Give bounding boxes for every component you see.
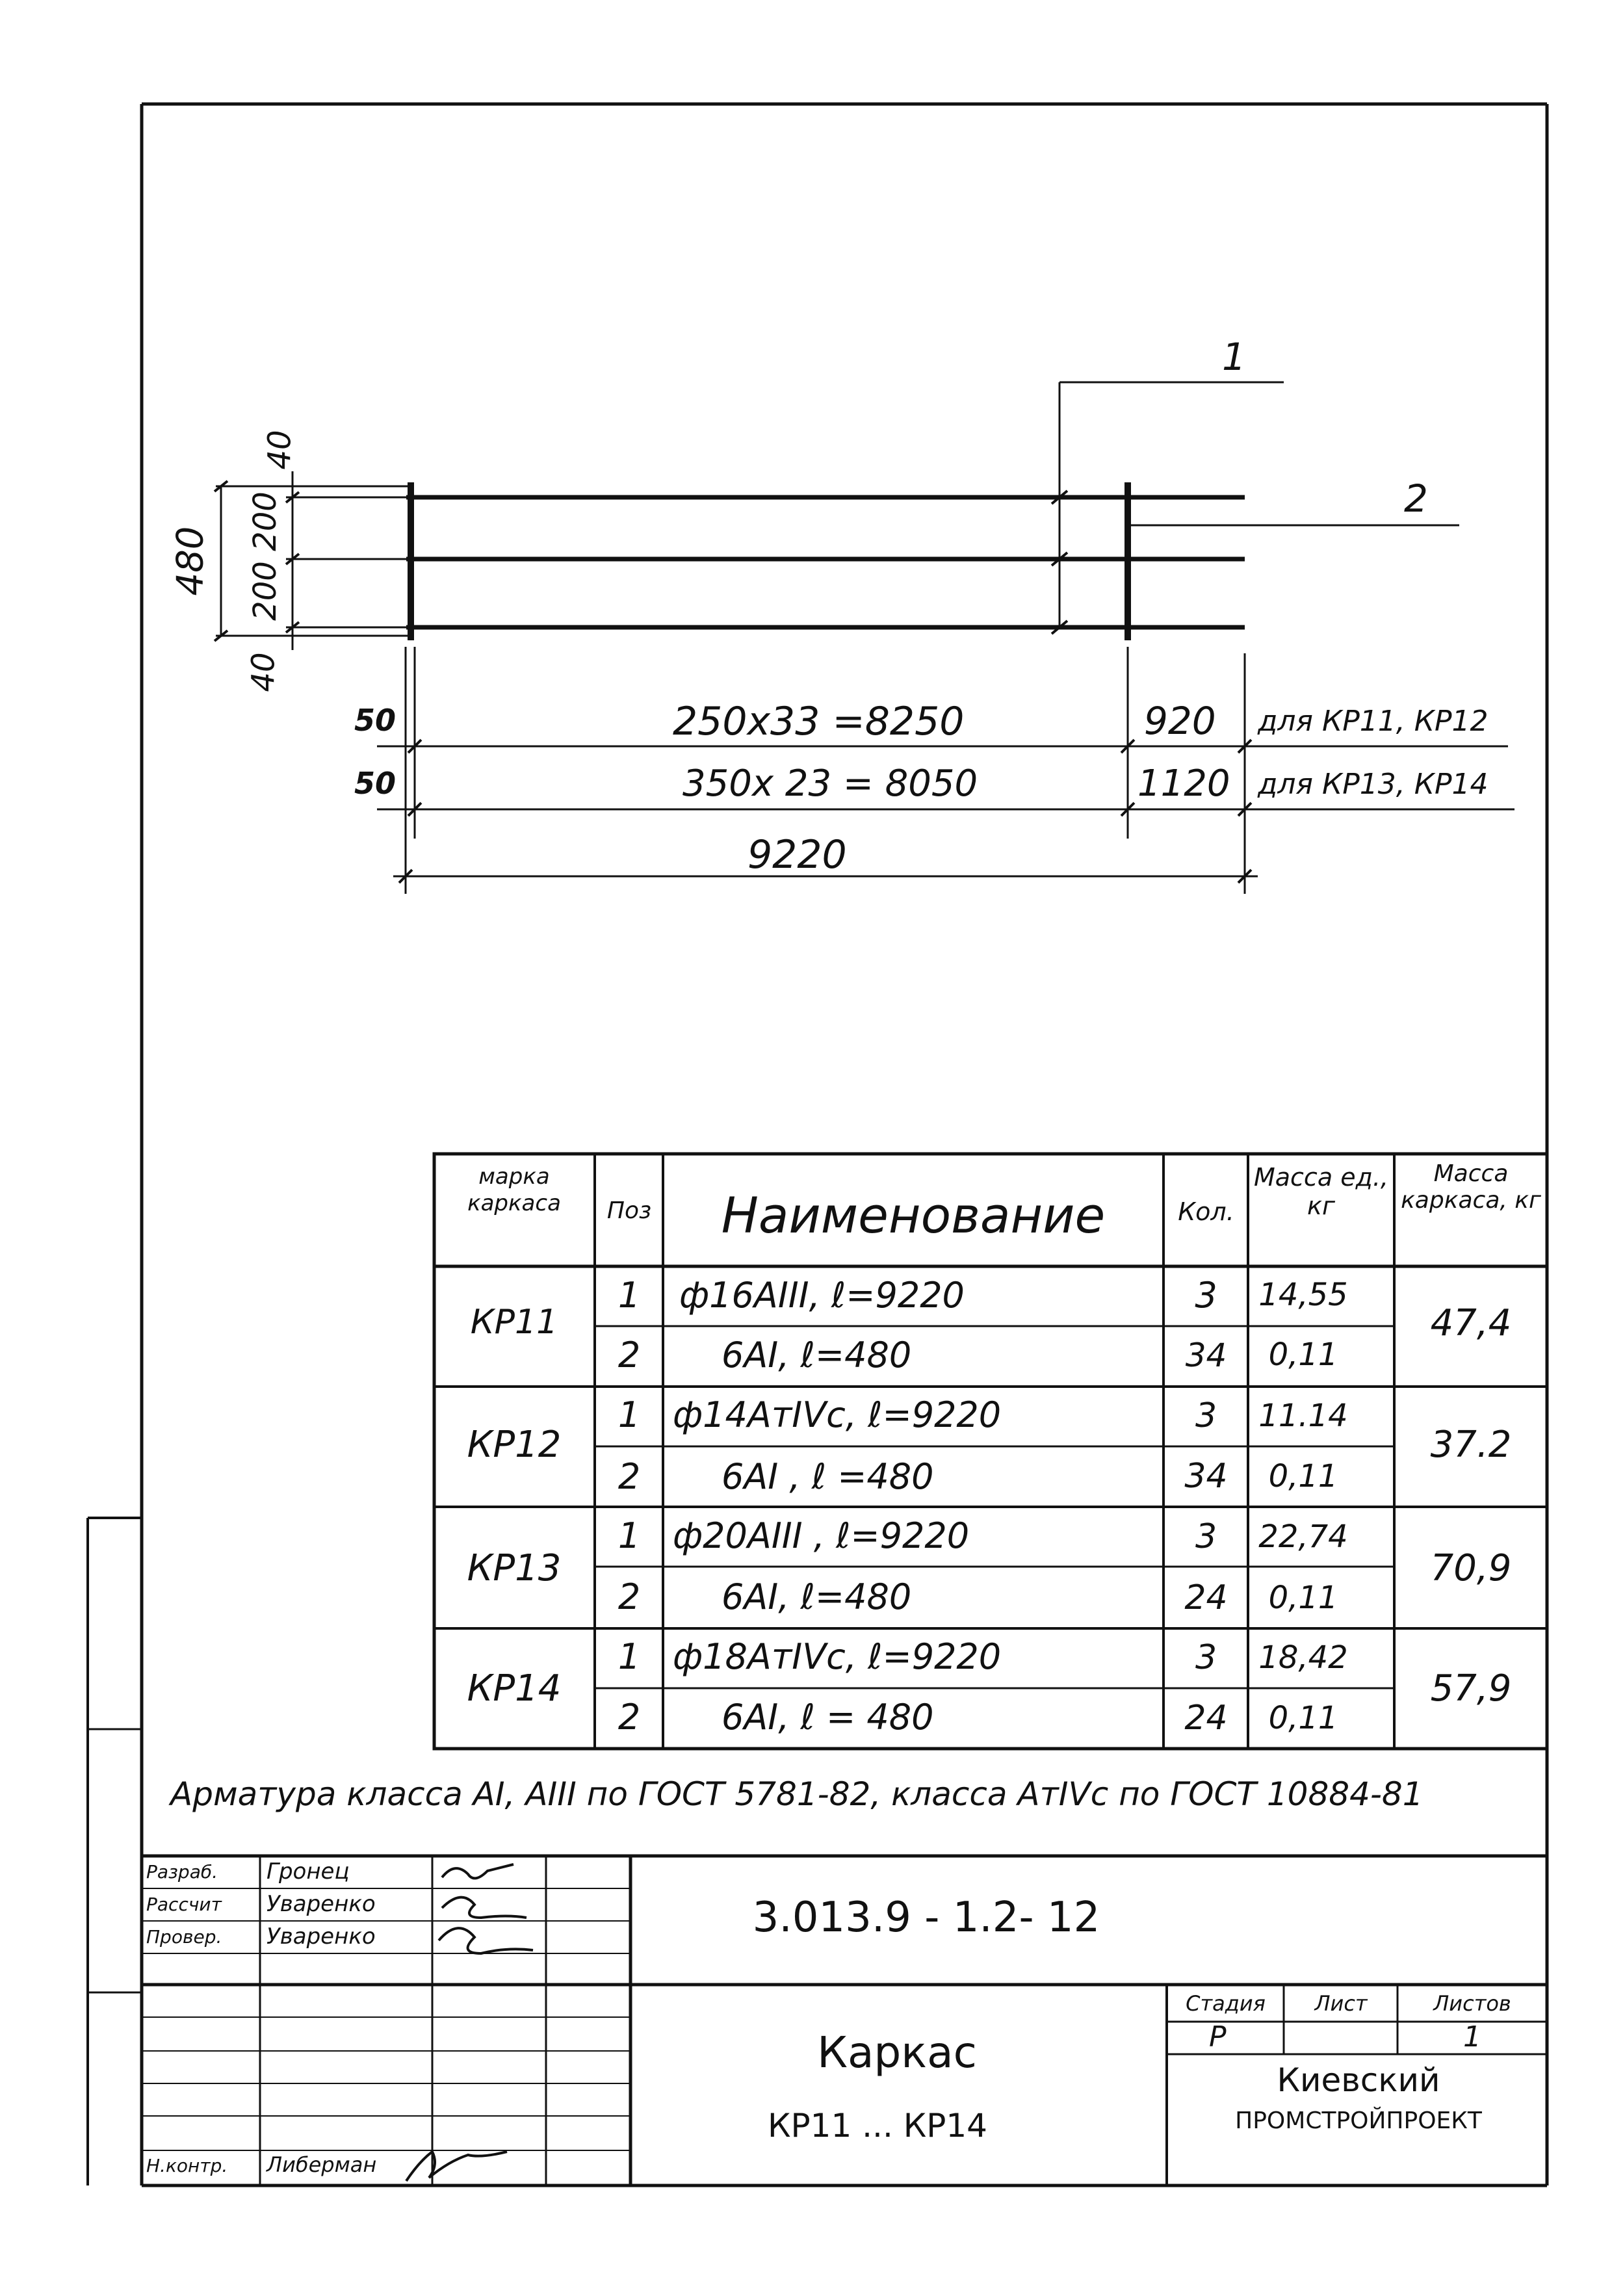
sign-role-razrab: Разраб.: [146, 1861, 218, 1883]
frame-mark: КР12: [467, 1424, 562, 1466]
signature-rasschit: [442, 1898, 526, 1918]
row-pos: 2: [618, 1335, 641, 1376]
dim-row2-main: 350x 23 = 8050: [682, 763, 978, 805]
drawing-subtitle: КР11 ... КР14: [767, 2107, 987, 2145]
signature-marks: [406, 1864, 533, 2181]
dimension-top-cover: 40: [261, 430, 298, 470]
reinforcement-note: Арматура класса АI, АIII по ГОСТ 5781-82, класса АтIVc по ГОСТ 10884-81: [170, 1775, 1424, 1813]
row-qty: 34: [1185, 1337, 1227, 1374]
frame-mass: 57,9: [1430, 1667, 1512, 1710]
row-name: ф20АIII , ℓ=9220: [673, 1515, 970, 1556]
dimension-bottom-cover: 40: [245, 652, 282, 692]
frame-mass: 37.2: [1430, 1424, 1512, 1466]
vertical-dimensions: [214, 471, 410, 650]
frame-mass: 70,9: [1430, 1547, 1512, 1589]
row-qty: 24: [1184, 1578, 1228, 1617]
header-frame-mass: Масса каркаса, кг: [1401, 1160, 1541, 1214]
dim-overall-length: 9220: [748, 832, 847, 878]
sign-name-razrab: Гронец: [266, 1859, 350, 1885]
row-qty: 24: [1184, 1699, 1228, 1738]
row-name: 6АI, ℓ=480: [722, 1335, 912, 1376]
header-qty: Кол.: [1178, 1197, 1234, 1226]
sign-name-rasschit: Уваренко: [266, 1891, 376, 1917]
sign-role-prover: Провер.: [146, 1926, 222, 1948]
dim-row1-start: 50: [354, 703, 396, 738]
position-label-2: 2: [1404, 476, 1428, 521]
header-sheet: Лист: [1314, 1991, 1368, 2016]
sign-role-rasschit: Рассчит: [146, 1894, 222, 1915]
frame-diagram: [406, 382, 1459, 640]
sign-name-nkontr: Либерман: [266, 2152, 377, 2177]
dim-row2-note: для КР13, КР14: [1258, 768, 1488, 801]
drawing-title: Каркас: [817, 2028, 977, 2078]
sheets-total-value: 1: [1463, 2020, 1481, 2054]
row-pos: 1: [618, 1275, 641, 1316]
row-name: ф18АтIVc, ℓ=9220: [673, 1636, 1002, 1677]
row-pos: 2: [618, 1456, 641, 1497]
organization-name: Киевский: [1277, 2061, 1440, 2099]
row-unit-mass: 0,11: [1268, 1580, 1338, 1616]
stage-value: Р: [1209, 2020, 1227, 2054]
row-name: 6АI , ℓ =480: [722, 1456, 934, 1497]
row-pos: 1: [618, 1394, 641, 1435]
row-name: 6АI, ℓ=480: [722, 1576, 912, 1617]
signature-nkontr: [406, 2152, 507, 2181]
sign-role-nkontr: Н.контр.: [146, 2155, 228, 2176]
row-unit-mass: 18,42: [1258, 1639, 1348, 1676]
row-qty: 3: [1195, 1275, 1217, 1316]
signature-razrab: [442, 1864, 514, 1878]
row-qty: 3: [1195, 1396, 1217, 1435]
header-pos: Поз: [606, 1197, 652, 1224]
row-name: ф14АтIVc, ℓ=9220: [673, 1394, 1002, 1435]
frame-mark: КР14: [467, 1667, 562, 1710]
header-name: Наименование: [721, 1186, 1106, 1244]
sign-name-prover: Уваренко: [266, 1924, 376, 1950]
header-unit-mass: Масса ед., кг: [1253, 1163, 1389, 1220]
dimension-total-height: 480: [169, 526, 212, 596]
header-sheets: Листов: [1433, 1991, 1511, 2016]
row-pos: 1: [618, 1636, 641, 1677]
row-unit-mass: 14,55: [1258, 1277, 1348, 1313]
row-pos: 2: [618, 1697, 641, 1738]
header-mark: марка каркаса: [467, 1164, 561, 1216]
row-unit-mass: 0,11: [1268, 1700, 1338, 1736]
document-code: 3.013.9 - 1.2- 12: [752, 1894, 1100, 1942]
row-unit-mass: 0,11: [1268, 1458, 1338, 1494]
row-name: ф16АIII, ℓ=9220: [679, 1275, 965, 1316]
row-unit-mass: 0,11: [1268, 1337, 1338, 1373]
signature-prover: [439, 1928, 533, 1953]
row-qty: 3: [1195, 1638, 1217, 1677]
row-unit-mass: 11.14: [1258, 1398, 1348, 1434]
row-name: 6АI, ℓ = 480: [722, 1697, 934, 1738]
row-unit-mass: 22,74: [1258, 1519, 1348, 1555]
row-qty: 34: [1184, 1457, 1228, 1496]
dim-row1-end: 920: [1144, 699, 1216, 743]
row-pos: 1: [618, 1515, 641, 1556]
header-stage: Стадия: [1186, 1991, 1266, 2016]
frame-mark: КР11: [470, 1303, 558, 1342]
position-label-1: 1: [1222, 335, 1246, 379]
frame-mass: 47,4: [1430, 1302, 1512, 1344]
row-pos: 2: [618, 1576, 641, 1617]
frame-mark: КР13: [467, 1547, 562, 1589]
dim-row2-start: 50: [354, 766, 396, 801]
dim-row1-main: 250x33 =8250: [673, 699, 965, 744]
row-qty: 3: [1195, 1517, 1217, 1556]
dimension-segment-1: 200: [246, 491, 283, 551]
organization-subname: ПРОМСТРОЙПРОЕКТ: [1235, 2107, 1482, 2134]
dim-row1-note: для КР11, КР12: [1258, 705, 1488, 738]
dim-row2-end: 1120: [1138, 763, 1230, 805]
dimension-segment-2: 200: [246, 561, 283, 621]
